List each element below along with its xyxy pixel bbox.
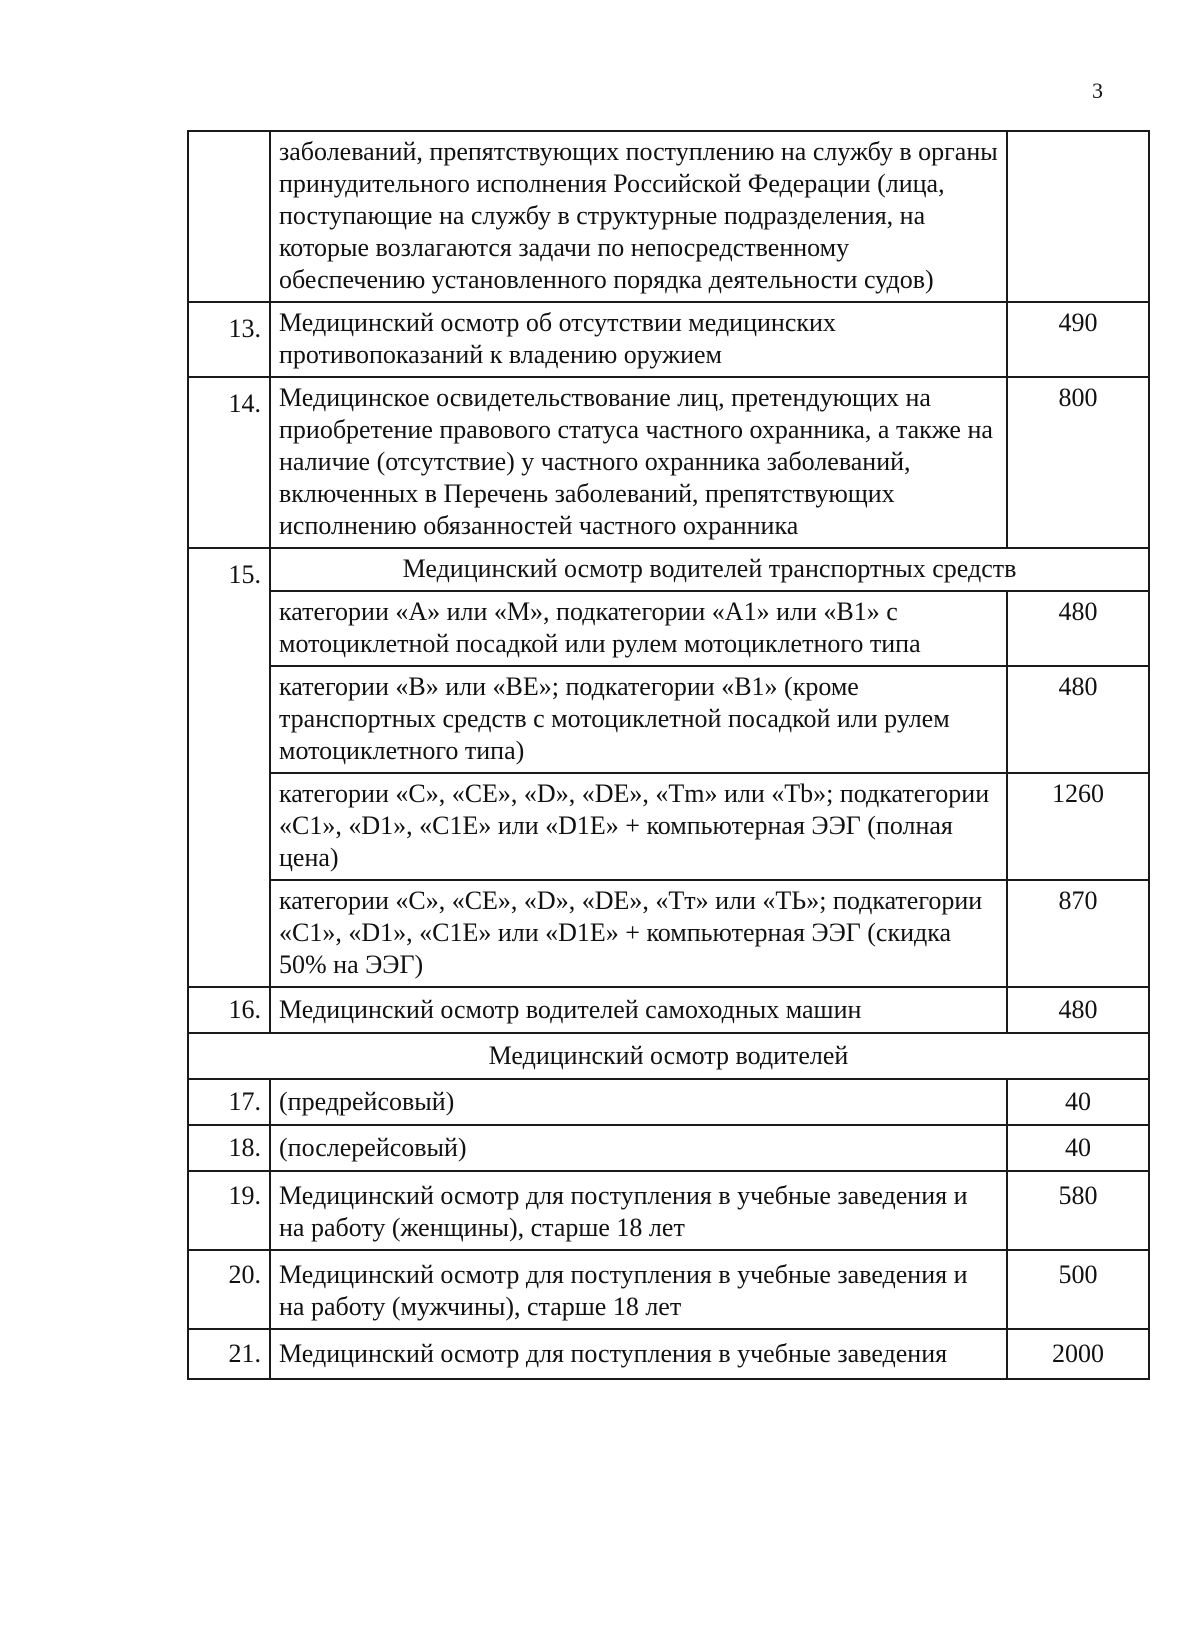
service-price: 40	[1007, 1079, 1149, 1125]
service-description: Медицинский осмотр для поступления в учебные заведения и на работу (мужчины), старше 18 лет	[270, 1250, 1007, 1329]
row-number: 16.	[188, 987, 270, 1033]
table-row	[188, 591, 1149, 666]
table-row	[188, 666, 1149, 773]
row-number: 18.	[188, 1125, 270, 1171]
table-row	[188, 131, 1149, 302]
service-description: категории «С», «СЕ», «D», «DE», «Tm» или «Tb»; подкатегории «С1», «D1», «С1Е» или «D1E» + компьютерная ЭЭГ (полная цена)	[270, 773, 1007, 880]
service-price: 490	[1007, 302, 1149, 377]
table-row	[188, 1329, 1149, 1379]
service-description: категории «А» или «М», подкатегории «А1» или «В1» с мотоциклетной посадкой или рулем мотоциклетного типа	[270, 591, 1007, 666]
table-row	[188, 1250, 1149, 1329]
row-number: 20.	[188, 1250, 270, 1329]
section-title: Медицинский осмотр водителей	[188, 1033, 1149, 1079]
table-row	[188, 1125, 1149, 1171]
service-price: 580	[1007, 1171, 1149, 1250]
table-row	[188, 773, 1149, 880]
service-description: Медицинское освидетельствование лиц, претендующих на приобретение правового статуса частного охранника, а также на наличие (отсутствие) у частного охранника заболеваний, включенных в Перечень заболеваний, препятствующих исполнению обязанностей частного охранника	[270, 377, 1007, 548]
price-table	[187, 130, 1150, 1380]
table-row	[188, 1079, 1149, 1125]
table-row	[188, 377, 1149, 548]
service-price	[1007, 131, 1149, 302]
table-row	[188, 1033, 1149, 1079]
service-price: 480	[1007, 987, 1149, 1033]
page-number: 3	[1092, 78, 1103, 103]
row-number: 19.	[188, 1171, 270, 1250]
service-description: категории «С», «СЕ», «D», «DE», «Тт» или «ТЬ»; подкатегории «С1», «D1», «С1Е» или «D1E» + компьютерная ЭЭГ (скидка 50% на ЭЭГ)	[270, 880, 1007, 987]
row-number	[188, 131, 270, 302]
service-price: 2000	[1007, 1329, 1149, 1379]
service-price: 480	[1007, 666, 1149, 773]
service-description: (предрейсовый)	[270, 1079, 1007, 1125]
row-number: 14.	[188, 377, 270, 548]
table-row	[188, 1171, 1149, 1250]
table-row	[188, 548, 1149, 591]
service-price: 800	[1007, 377, 1149, 548]
service-description: (послерейсовый)	[270, 1125, 1007, 1171]
table-row	[188, 880, 1149, 987]
service-description: Медицинский осмотр водителей самоходных машин	[270, 987, 1007, 1033]
row-number: 21.	[188, 1329, 270, 1379]
service-description: Медицинский осмотр для поступления в учебные заведения и на работу (женщины), старше 18 лет	[270, 1171, 1007, 1250]
row-number: 13.	[188, 302, 270, 377]
row-number: 15.	[188, 548, 270, 987]
service-description: Медицинский осмотр об отсутствии медицинских противопоказаний к владению оружием	[270, 302, 1007, 377]
service-description: категории «В» или «ВЕ»; подкатегории «В1» (кроме транспортных средств с мотоциклетной посадкой или рулем мотоциклетного типа)	[270, 666, 1007, 773]
service-price: 870	[1007, 880, 1149, 987]
row-number: 17.	[188, 1079, 270, 1125]
service-description: заболеваний, препятствующих поступлению на службу в органы принудительного исполнения Российской Федерации (лица, поступающие на службу в структурные подразделения, на которые возлагаются задачи по непосредственному обеспечению установленного порядка деятельности судов)	[270, 131, 1007, 302]
table-row	[188, 302, 1149, 377]
group-title: Медицинский осмотр водителей транспортных средств	[270, 548, 1149, 591]
service-price: 500	[1007, 1250, 1149, 1329]
service-price: 1260	[1007, 773, 1149, 880]
service-description: Медицинский осмотр для поступления в учебные заведения	[270, 1329, 1007, 1379]
service-price: 480	[1007, 591, 1149, 666]
service-price: 40	[1007, 1125, 1149, 1171]
table-row	[188, 987, 1149, 1033]
